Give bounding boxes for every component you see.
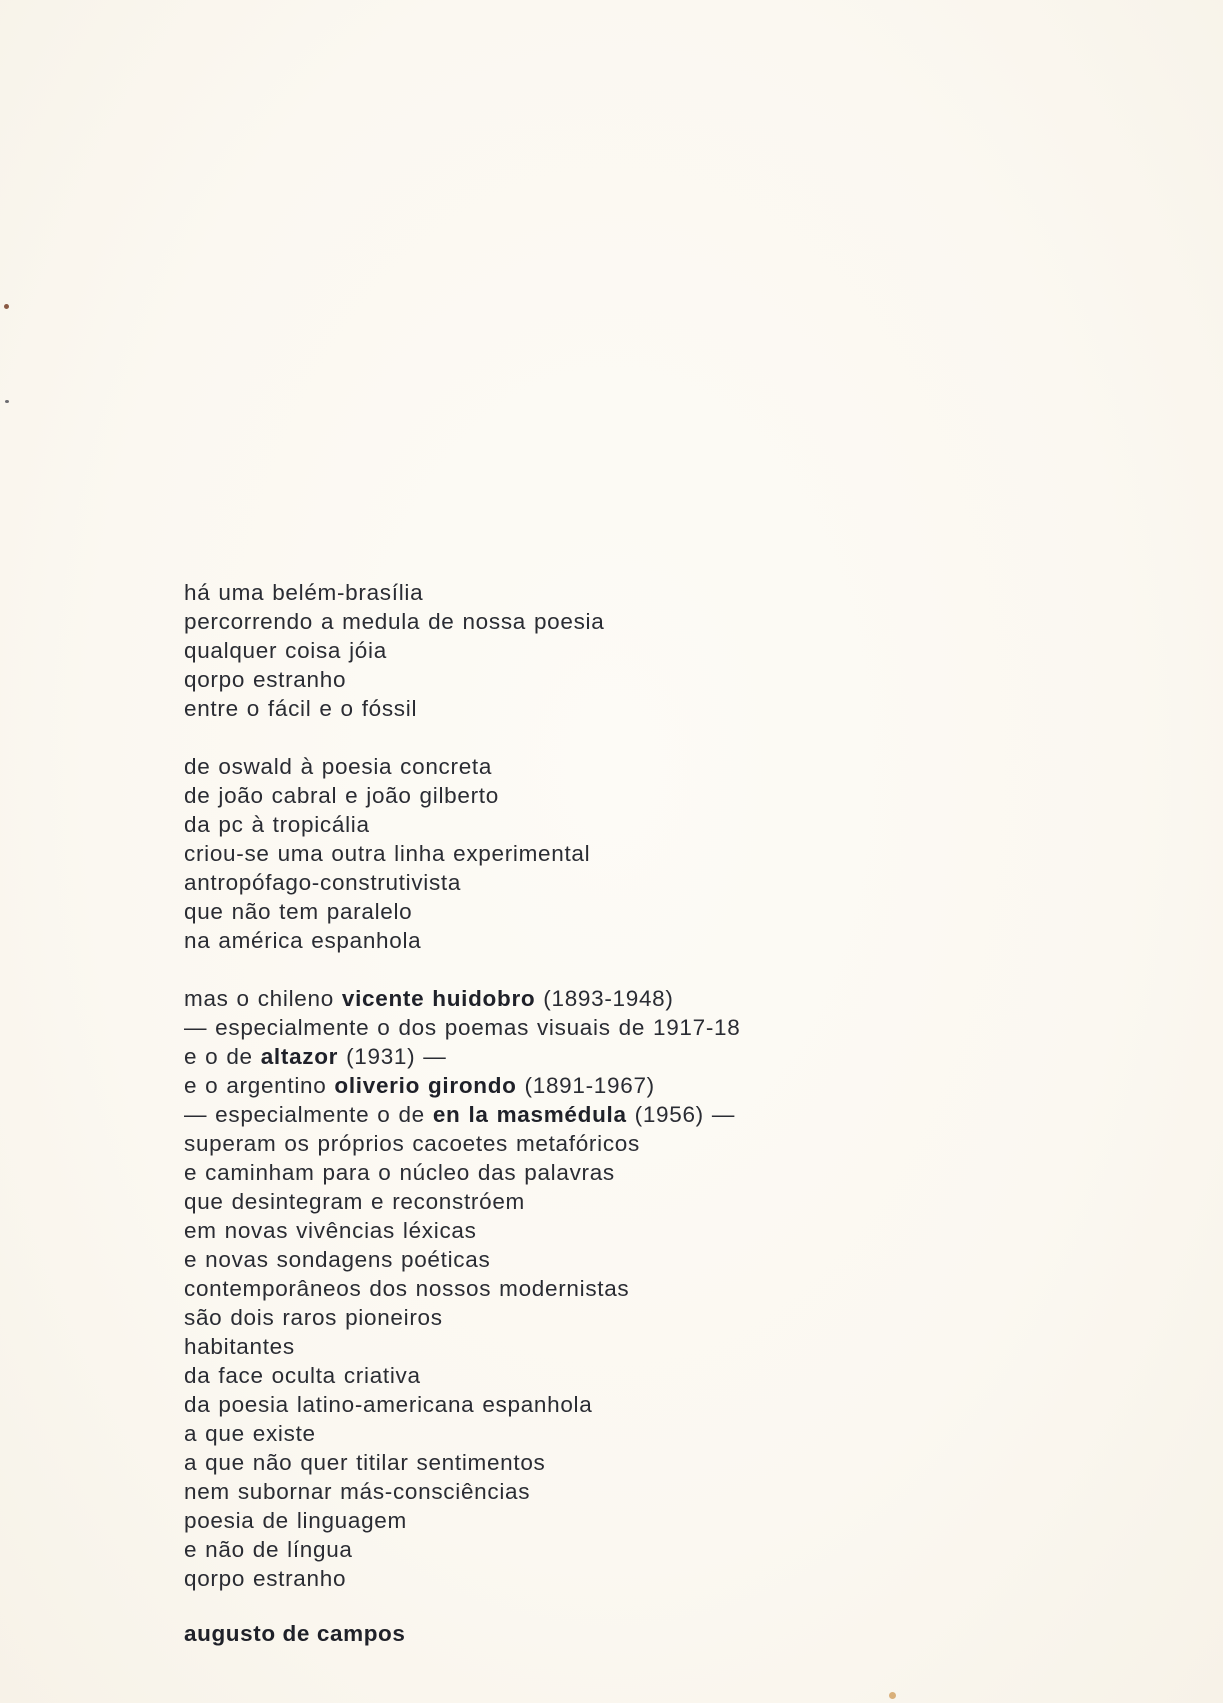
poem-line: habitantes <box>184 1334 295 1359</box>
line-text: — especialmente o de <box>184 1102 433 1127</box>
poem-line <box>184 984 944 1013</box>
work-title-altazor: altazor <box>260 1044 339 1069</box>
author-name-huidobro: vicente huidobro <box>341 986 536 1011</box>
poem-line: antropófago-construtivista <box>184 870 462 895</box>
poem-line: entre o fácil e o fóssil <box>184 696 418 721</box>
poem-line: contemporâneos dos nossos modernistas <box>184 1276 630 1301</box>
author-name-girondo: oliverio girondo <box>334 1073 517 1098</box>
poem-line: superam os próprios cacoetes metafóricos <box>184 1131 640 1156</box>
poem-line <box>184 1071 944 1100</box>
poem-line: que não tem paralelo <box>184 899 413 924</box>
line-text: (1893-1948) <box>535 986 674 1011</box>
poem-line: criou-se uma outra linha experimental <box>184 841 591 866</box>
work-title-masmedula: en la masmédula <box>432 1102 627 1127</box>
paper-speck <box>5 400 9 403</box>
poem-line: são dois raros pioneiros <box>184 1305 443 1330</box>
paper-speck <box>889 1692 896 1699</box>
poem-line: a que existe <box>184 1421 316 1446</box>
poem-line: da face oculta criativa <box>184 1363 421 1388</box>
poem-line: poesia de linguagem <box>184 1508 407 1533</box>
poem-line: e caminham para o núcleo das palavras <box>184 1160 615 1185</box>
line-text: e o de <box>184 1044 261 1069</box>
poem-line: e não de língua <box>184 1537 353 1562</box>
poem-line: que desintegram e reconstróem <box>184 1189 525 1214</box>
line-text: e o argentino <box>184 1073 335 1098</box>
line-text: (1891-1967) <box>516 1073 655 1098</box>
poem-line: nem subornar más-consciências <box>184 1479 531 1504</box>
stanza-1 <box>184 578 944 723</box>
poem-line: percorrendo a medula de nossa poesia <box>184 609 605 634</box>
stanza-3 <box>184 984 944 1593</box>
poem-line: — especialmente o dos poemas visuais de 1917-18 <box>184 1015 741 1040</box>
poem-line: em novas vivências léxicas <box>184 1218 477 1243</box>
poem-line: e novas sondagens poéticas <box>184 1247 491 1272</box>
paper-speck <box>4 304 9 309</box>
poem-line: qorpo estranho <box>184 667 347 692</box>
poem-line: a que não quer titilar sentimentos <box>184 1450 546 1475</box>
line-text: (1931) — <box>338 1044 447 1069</box>
poem-line: de oswald à poesia concreta <box>184 754 493 779</box>
poem <box>184 578 944 1622</box>
poem-line: qorpo estranho <box>184 1566 347 1591</box>
poem-line: de joão cabral e joão gilberto <box>184 783 499 808</box>
author-signature: augusto de campos <box>184 1621 406 1646</box>
poem-line: qualquer coisa jóia <box>184 638 387 663</box>
poem-line: na américa espanhola <box>184 928 422 953</box>
stanza-2 <box>184 752 944 955</box>
line-text: (1956) — <box>626 1102 736 1127</box>
poem-line <box>184 1100 944 1129</box>
poem-line: da poesia latino-americana espanhola <box>184 1392 593 1417</box>
line-text: mas o chileno <box>184 986 342 1011</box>
poem-line <box>184 1042 944 1071</box>
poem-line: há uma belém-brasília <box>184 580 424 605</box>
poem-line: da pc à tropicália <box>184 812 370 837</box>
